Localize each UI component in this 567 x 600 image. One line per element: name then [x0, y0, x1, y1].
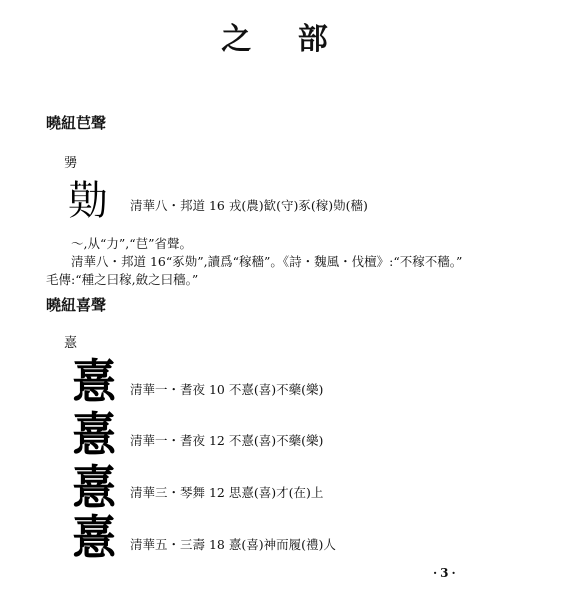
- entry-glyph-image: 憙: [72, 355, 116, 410]
- note-line: ～,从“力”,“𦬊”省聲。: [71, 236, 193, 251]
- entry-text: 清華三・琴舞 12 思憙(喜)才(在)上: [130, 485, 324, 500]
- entry-glyph-image: 憙: [72, 461, 116, 516]
- page-number: ·3·: [433, 566, 459, 580]
- page-title: 之 部: [221, 22, 346, 57]
- entry-text: 清華一・耆夜 12 不憙(喜)不藥(樂): [130, 433, 324, 448]
- entry-text: 清華五・三壽 18 憙(喜)神而履(禮)人: [130, 537, 336, 552]
- entry-glyph-image: 𠢓: [68, 177, 108, 227]
- entry-glyph-image: 憙: [72, 511, 116, 566]
- note-line: 清華八・邦道 16“豖𠢓”,讀爲“稼穡”。《詩・魏風・伐檀》:“不稼不穡。”: [71, 254, 463, 269]
- section-head-character-2: 憙: [64, 336, 78, 351]
- entry-text: 清華一・耆夜 10 不憙(喜)不藥(樂): [130, 382, 324, 397]
- entry-text: 清華八・邦道 16 戎(農)歓(守)豖(稼)𠢓(穡): [130, 198, 368, 213]
- section-head-character-1: 勥: [64, 156, 78, 171]
- section-heading-1: 曉紐𦬊聲: [46, 114, 107, 132]
- entry-glyph-image: 憙: [72, 408, 116, 463]
- section-heading-2: 曉紐喜聲: [46, 296, 107, 314]
- note-line: 毛傳:“種之曰稼,斂之曰穡。”: [46, 272, 199, 287]
